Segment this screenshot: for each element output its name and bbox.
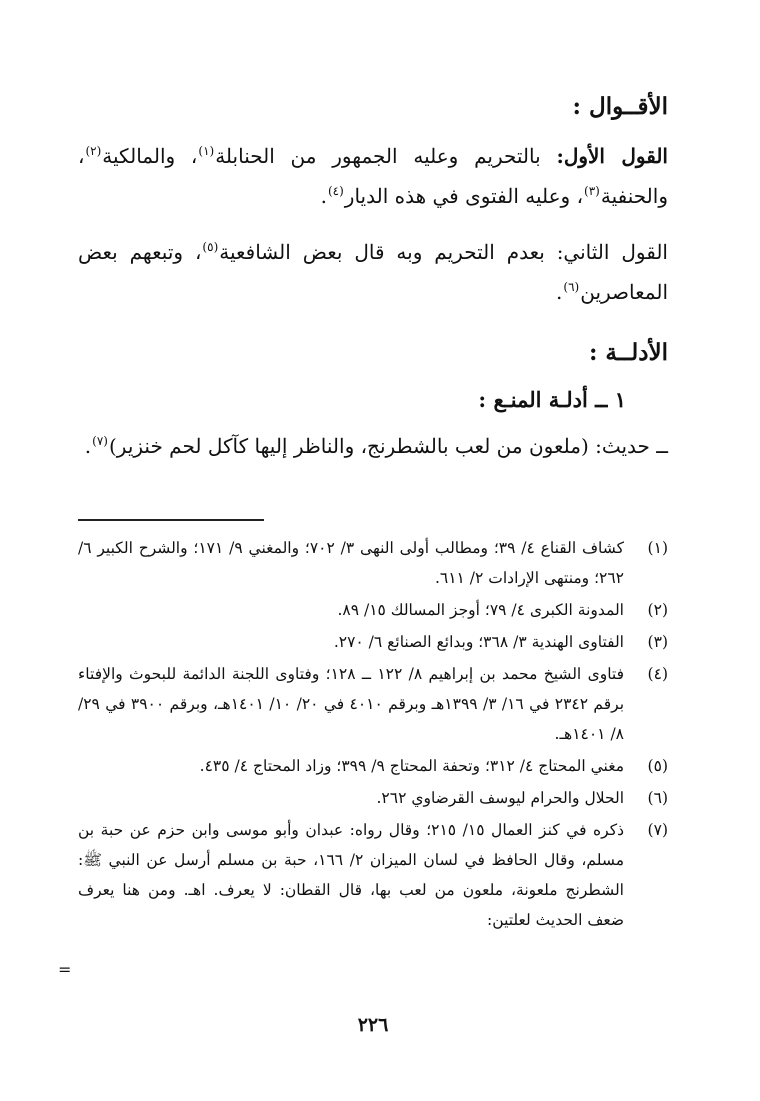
first-opinion-text-4: ، وعليه الفتوى في هذه الديار: [344, 184, 584, 208]
paragraph-first-opinion: [78, 136, 668, 216]
first-opinion-label: القول الأول:: [556, 144, 668, 168]
footnote-7: [78, 815, 668, 935]
footnote-ref-2[interactable]: (٢): [85, 144, 102, 158]
hadith-text-end: .: [84, 434, 92, 458]
footnote-number: (٧): [647, 821, 668, 839]
footnote-number: (٢): [647, 601, 668, 619]
second-opinion-text-1: القول الثاني: بعدم التحريم وبه قال بعض الشافعية: [219, 240, 668, 264]
footnote-ref-5[interactable]: (٥): [202, 240, 219, 254]
footnote-text: الفتاوى الهندية ٣/ ٣٦٨؛ وبدائع الصنائع ٦/ ٢٧٠.: [333, 633, 624, 651]
footnote-ref-1[interactable]: (١): [198, 144, 215, 158]
footnote-number: (٣): [647, 633, 668, 651]
footnote-5: [78, 751, 668, 781]
book-page: [58, 0, 668, 1101]
first-opinion-text-5: .: [320, 184, 327, 208]
footnote-1: [78, 533, 668, 593]
footnote-ref-4[interactable]: (٤): [327, 184, 344, 198]
page-number: ٢٢٦: [357, 1014, 389, 1036]
first-opinion-text-1: بالتحريم وعليه الجمهور من الحنابلة: [215, 144, 557, 168]
paragraph-second-opinion: [78, 232, 668, 312]
heading-adillat-almana: ١ ــ أدلـة المنـع :: [478, 387, 626, 412]
footnote-text: كشاف القناع ٤/ ٣٩؛ ومطالب أولى النهى ٣/ ٧٠٢؛ والمغني ٩/ ١٧١؛ والشرح الكبير ٦/ ٢٦٢؛ ومنتهى الإرادات ٢/ ٦١١.: [78, 539, 624, 587]
footnote-ref-6[interactable]: (٦): [563, 280, 580, 294]
footnote-number: (٤): [647, 665, 668, 683]
footnote-number: (٥): [647, 757, 668, 775]
footnote-text: المدونة الكبرى ٤/ ٧٩؛ أوجز المسالك ١٥/ ٨٩.: [337, 601, 624, 619]
hadith-text: ــ حديث: (ملعون من لعب بالشطرنج، والناظر إليها كآكل لحم خنزير): [108, 434, 668, 458]
second-opinion-text-3: .: [556, 280, 563, 304]
footnote-number: (٦): [647, 789, 668, 807]
footnote-4: [78, 659, 668, 749]
footnote-text: الحلال والحرام ليوسف القرضاوي ٢٦٢.: [376, 789, 624, 807]
footnote-continuation-mark: =: [58, 960, 72, 979]
footnote-text: مغني المحتاج ٤/ ٣١٢؛ وتحفة المحتاج ٩/ ٣٩٩؛ وزاد المحتاج ٤/ ٤٣٥.: [199, 757, 624, 775]
heading-adilla: الأدلــة :: [588, 339, 668, 366]
footnote-3: [78, 627, 668, 657]
footnote-2: [78, 595, 668, 625]
footnote-text: ذكره في كنز العمال ١٥/ ٢١٥؛ وقال رواه: عبدان وأبو موسى وابن حزم عن حبة بن مسلم، وقال الحافظ في لسان الميزان ٢/ ١٦٦، حبة بن مسلم أرسل عن النبي ﷺ: الشطرنج ملعونة، ملعون من لعب بها، قال القطان: لا يعرف. اهـ. ومن هنا يعرف ضعف الحديث لعلتين:: [78, 821, 624, 929]
first-opinion-text-3: ، والحنفية: [78, 144, 668, 208]
footnote-number: (١): [647, 539, 668, 557]
second-opinion-text-2: ، وتبعهم بعض المعاصرين: [78, 240, 668, 304]
footnotes-section: [78, 533, 668, 937]
first-opinion-text-2: ، والمالكية: [102, 144, 198, 168]
footnote-separator: [78, 519, 264, 521]
footnote-ref-7[interactable]: (٧): [92, 434, 108, 448]
footnote-ref-3[interactable]: (٣): [584, 184, 600, 198]
footnote-text: فتاوى الشيخ محمد بن إبراهيم ٨/ ١٢٢ ــ ١٢٨؛ وفتاوى اللجنة الدائمة للبحوث والإفتاء برقم ٢٣٤٢ في ١٦/ ٣/ ١٣٩٩هـ وبرقم ٤٠١٠ في ٢٠/ ١٠/ ١٤٠١هـ، وبرقم ٣٩٠٠ في ٢٩/ ٨/ ١٤٠١هـ.: [78, 665, 625, 743]
heading-aqwal: الأقــوال :: [572, 93, 668, 120]
footnote-6: [78, 783, 668, 813]
paragraph-hadith: [78, 426, 668, 466]
